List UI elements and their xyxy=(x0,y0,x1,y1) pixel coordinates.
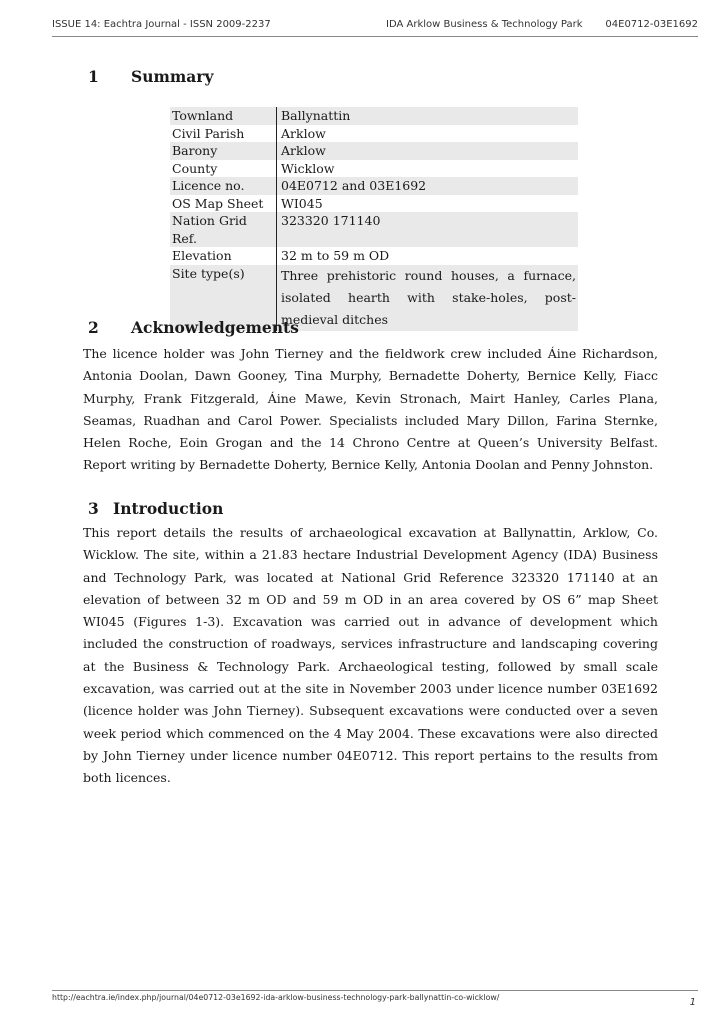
summary-row xyxy=(170,160,578,178)
header-journal: ISSUE 14: Eachtra Journal - ISSN 2009-2237 xyxy=(52,19,271,30)
summary-value: Arklow xyxy=(277,142,579,160)
header-licence: 04E0712-03E1692 xyxy=(605,19,698,30)
summary-value: Three prehistoric round houses, a furnace, isolated hearth with stake-holes, post-medieval ditches xyxy=(277,265,579,331)
summary-key: Townland xyxy=(170,107,277,125)
summary-key: County xyxy=(172,160,218,176)
header-divider xyxy=(52,36,698,37)
page-header xyxy=(52,14,698,34)
section-number: 3 xyxy=(88,499,99,518)
footer-url-link[interactable]: http://eachtra.ie/index.php/journal/04e0712-03e1692-ida-arklow-business-technology-park-ballynattin-co-wicklow/ xyxy=(52,993,500,1002)
summary-value: Wicklow xyxy=(277,160,579,178)
section-title: Introduction xyxy=(113,499,224,518)
section-number: 2 xyxy=(88,318,99,337)
section-number: 1 xyxy=(88,67,99,86)
summary-value: 04E0712 and 03E1692 xyxy=(277,177,579,195)
introduction-heading xyxy=(88,499,223,518)
footer-divider xyxy=(52,990,698,991)
summary-row xyxy=(170,195,578,213)
summary-key: Barony xyxy=(170,142,277,160)
summary-key: Civil Parish xyxy=(172,125,245,141)
section-title: Acknowledgements xyxy=(131,318,299,337)
summary-row xyxy=(170,125,578,143)
summary-row xyxy=(170,212,578,247)
summary-key: OS Map Sheet xyxy=(172,195,264,211)
summary-value: 323320 171140 xyxy=(277,212,579,247)
page-number: 1 xyxy=(689,997,696,1008)
summary-value: Arklow xyxy=(277,125,579,143)
summary-heading xyxy=(88,67,213,86)
summary-value: WI045 xyxy=(277,195,579,213)
introduction-text: This report details the results of archaeological excavation at Ballynattin, Arklow, Co. Wicklow. The site, within a 21.83 hectare Industrial Development Agency (IDA) Business and Technology Park, was located at National Grid Reference 323320 171140 at an elevation of between 32 m OD and 59 m OD in an area covered by OS 6” map Sheet WI045 (Figures 1-3). Excavation was carried out in advance of development which included the construction of roadways, services infrastructure and landscaping covering at the Business & Technology Park. Archaeological testing, followed by small scale excavation, was carried out at the site in November 2003 under licence number 03E1692 (licence holder was John Tierney). Subsequent excavations were conducted over a seven week period which commenced on the 4 May 2004. These excavations were also directed by John Tierney under licence number 04E0712. This report pertains to the results from both licences. xyxy=(83,525,658,786)
acknowledgements-text: The licence holder was John Tierney and the fieldwork crew included Áine Richardson, Antonia Doolan, Dawn Gooney, Tina Murphy, Bernadette Doherty, Bernice Kelly, Fiacc Murphy, Frank Fitzgerald, Áine Mawe, Kevin Stronach, Mairt Hanley, Carles Plana, Seamas, Ruadhan and Carol Power. Specialists included Mary Dillon, Farina Sternke, Helen Roche, Eoin Grogan and the 14 Chrono Centre at Queen’s University Belfast. Report writing by Bernadette Doherty, Bernice Kelly, Antonia Doolan and Penny Johnston. xyxy=(83,346,658,473)
summary-key: Elevation xyxy=(172,248,232,263)
header-title: IDA Arklow Business & Technology Park xyxy=(386,19,583,30)
summary-row xyxy=(170,142,578,160)
acknowledgements-heading xyxy=(88,318,299,337)
summary-key: Licence no. xyxy=(170,177,277,195)
summary-key: Nation Grid Ref. xyxy=(170,212,277,247)
summary-table xyxy=(170,107,578,331)
summary-row xyxy=(170,107,578,125)
summary-value: Ballynattin xyxy=(277,107,579,125)
summary-key: Site type(s) xyxy=(170,265,277,331)
summary-row xyxy=(170,177,578,195)
summary-row xyxy=(170,247,578,265)
section-title: Summary xyxy=(131,67,214,86)
summary-value: 32 m to 59 m OD xyxy=(277,247,579,265)
